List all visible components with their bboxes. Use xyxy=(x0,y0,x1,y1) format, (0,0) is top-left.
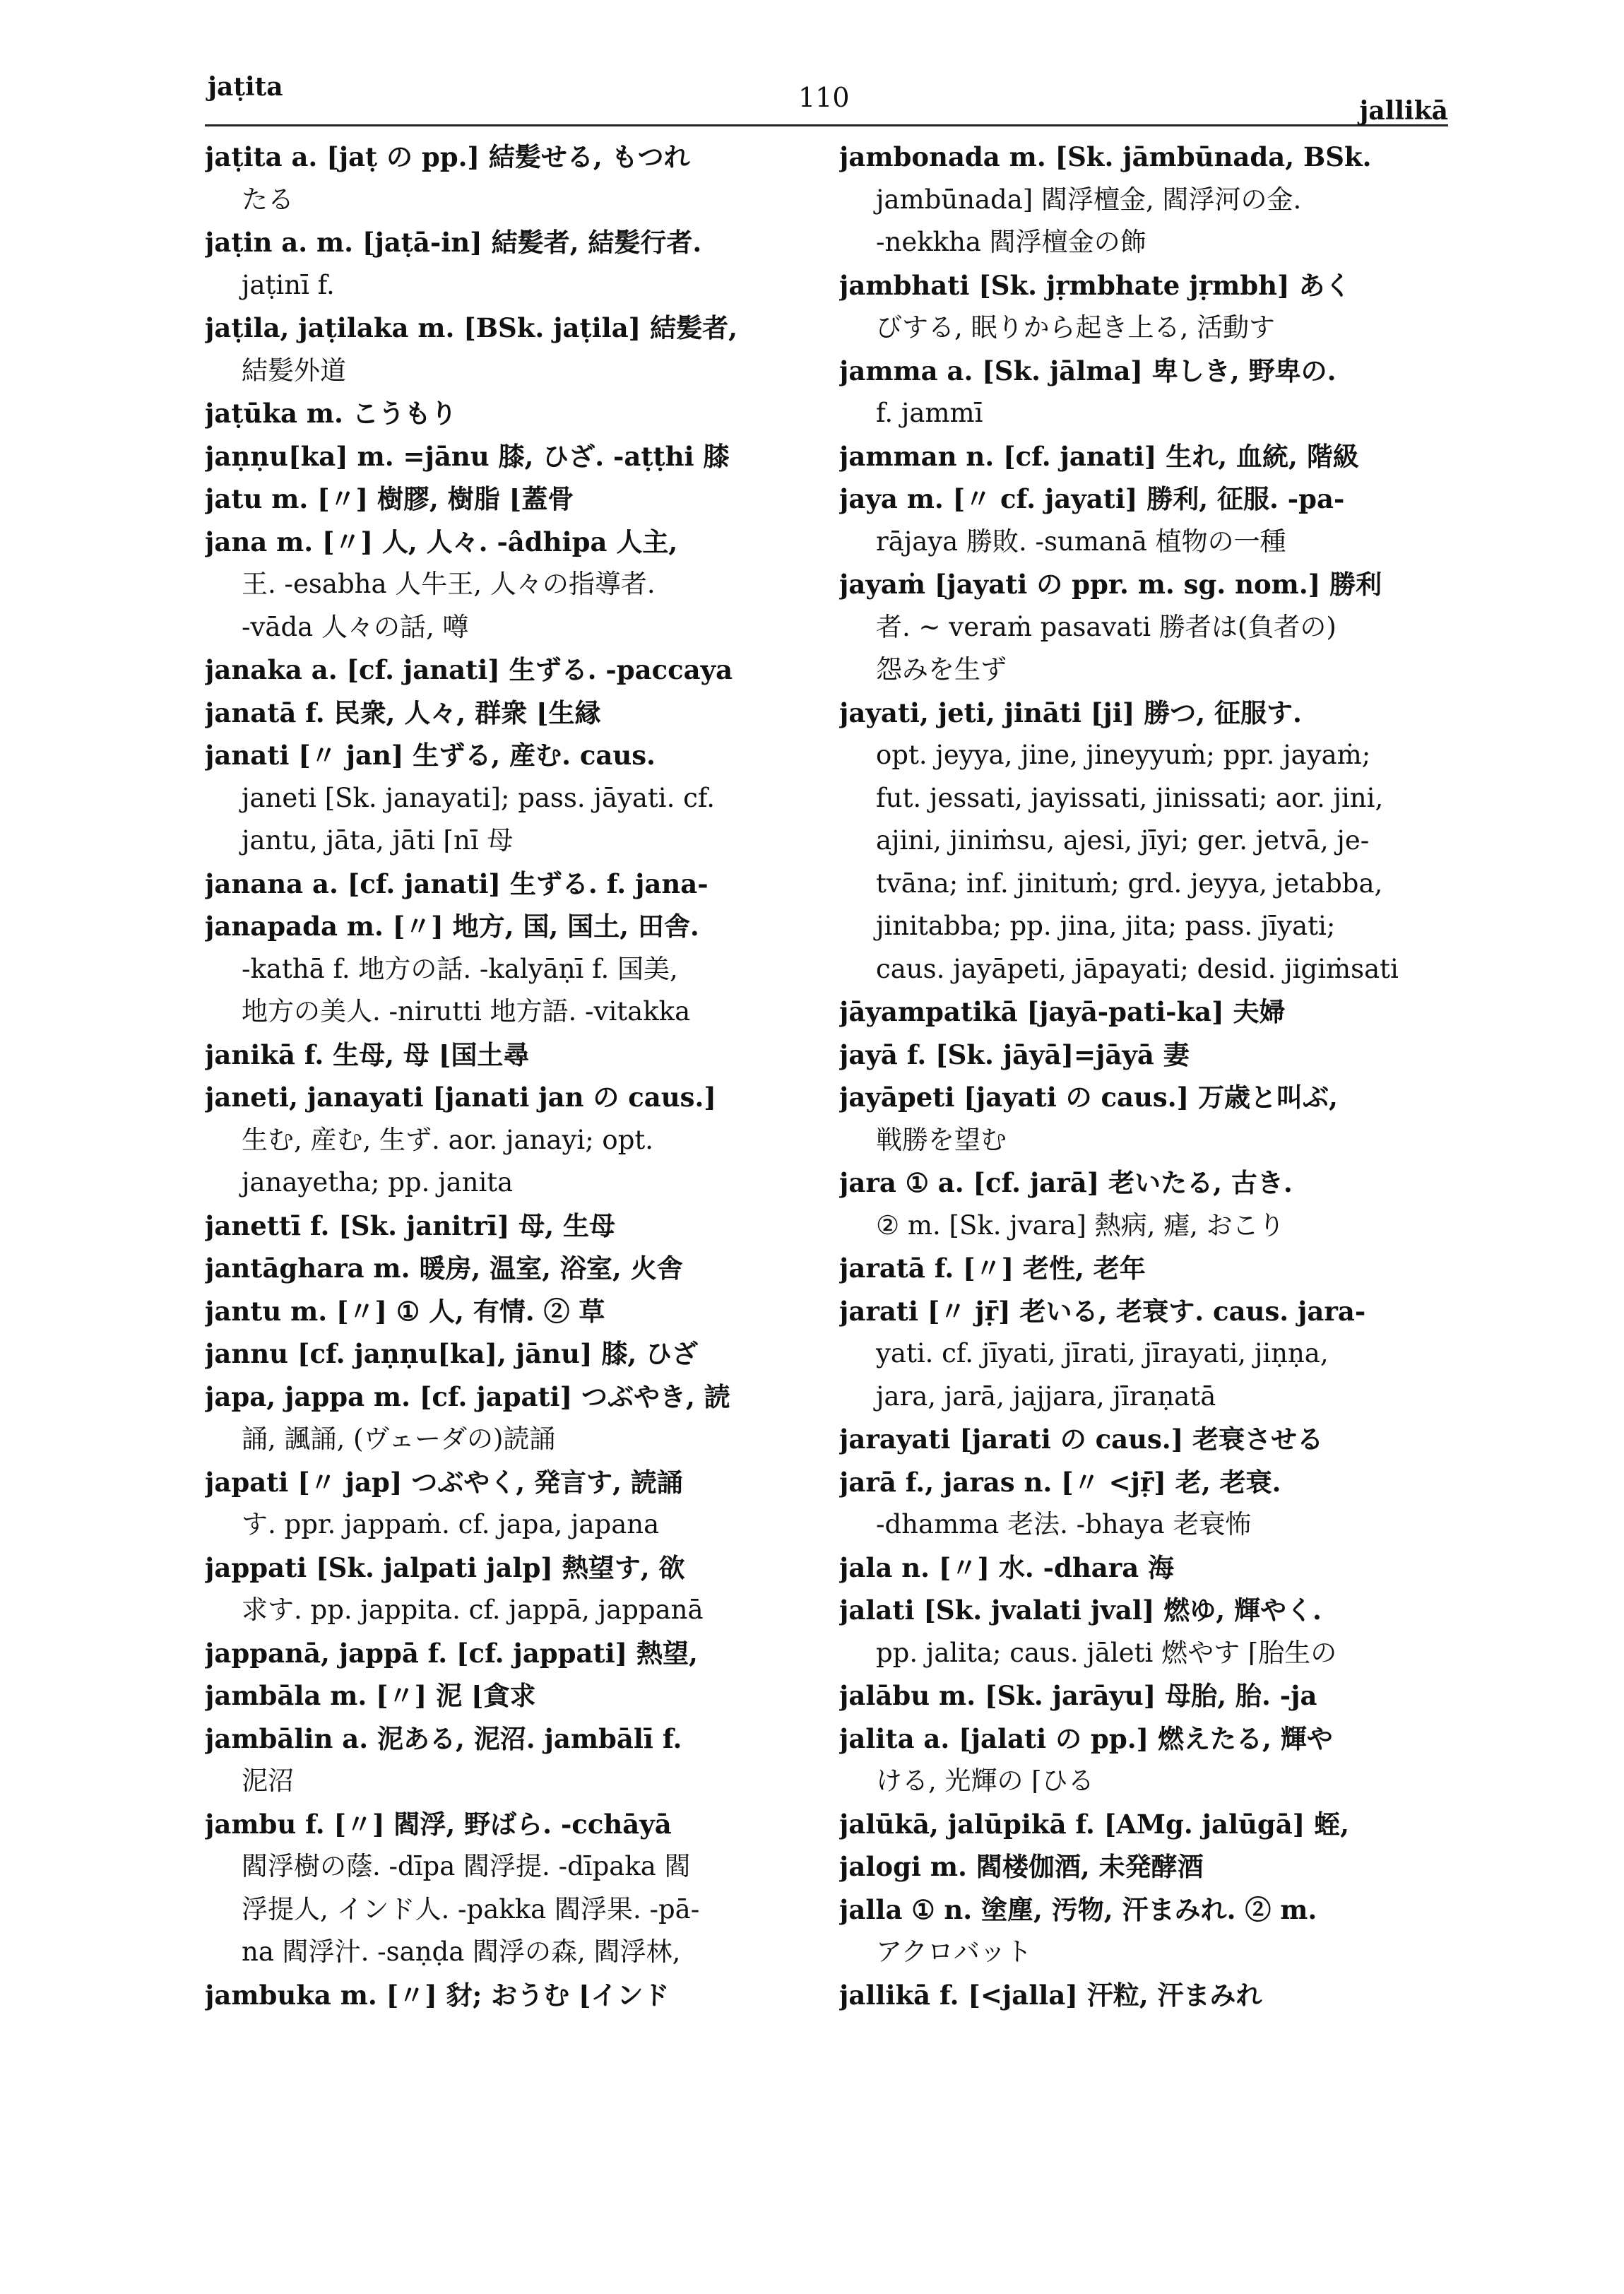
entry-continuation-line: janayetha; pp. janita xyxy=(242,1167,514,1198)
dictionary-entry-line: jayāpeti [jayati の caus.] 万歳と叫ぶ, xyxy=(839,1082,1338,1113)
entry-continuation-line: 閻浮樹の蔭. -dīpa 閻浮提. -dīpaka 閻 xyxy=(242,1851,691,1881)
dictionary-entry-line: jatu m. [〃] 樹膠, 樹脂 ⌊蓋骨 xyxy=(205,483,574,514)
entry-continuation-line: 地方の美人. -nirutti 地方語. -vitakka xyxy=(242,996,691,1027)
dictionary-entry-line: jarayati [jarati の caus.] 老衰させる xyxy=(839,1424,1324,1455)
dictionary-entry-line: jalogi m. 閻楼伽酒, 未発酵酒 xyxy=(839,1851,1204,1882)
entry-continuation-line: 者. ~ veraṁ pasavati 勝者は(負者の) xyxy=(876,611,1336,642)
entry-continuation-line: jinitabba; pp. jina, jita; pass. jīyati; xyxy=(876,911,1336,941)
entry-continuation-line: opt. jeyya, jine, jineyyuṁ; ppr. jayaṁ; xyxy=(876,740,1371,770)
entry-continuation-line: f. jammī xyxy=(876,398,983,428)
dictionary-entry-line: jambuka m. [〃] 豺; おうむ ⌊インド xyxy=(205,1979,670,2011)
entry-continuation-line: 泥沼 xyxy=(242,1766,294,1796)
dictionary-entry-line: jayati, jeti, jināti [ji] 勝つ, 征服す. xyxy=(839,697,1302,728)
dictionary-entry-line: jaṇṇu[ka] m. =jānu 膝, ひざ. -aṭṭhi 膝 xyxy=(205,440,730,472)
dictionary-entry-line: jantu m. [〃] ① 人, 有情. ② 草 xyxy=(205,1295,605,1327)
dictionary-entry-line: jamma a. [Sk. jālma] 卑しき, 野卑の. xyxy=(839,355,1336,386)
dictionary-entry-line: jambonada m. [Sk. jāmbūnada, BSk. xyxy=(839,141,1372,172)
dictionary-entry-line: jaṭita a. [jaṭ の pp.] 結髪せる, もつれ xyxy=(205,141,690,172)
dictionary-entry-line: jaṭūka m. こうもり xyxy=(205,398,457,429)
dictionary-entry-line: jambālin a. 泥ある, 泥沼. jambālī f. xyxy=(205,1722,682,1754)
dictionary-entry-line: jala n. [〃] 水. -dhara 海 xyxy=(839,1551,1175,1583)
entry-continuation-line: ける, 光輝の ⌈ひる xyxy=(876,1766,1094,1796)
entry-continuation-line: tvāna; inf. jinituṁ; grd. jeyya, jetabba, xyxy=(876,868,1383,899)
dictionary-entry-line: jayaṁ [jayati の ppr. m. sg. nom.] 勝利 xyxy=(839,569,1382,600)
dictionary-entry-line: jaya m. [〃 cf. jayati] 勝利, 征服. -pa- xyxy=(839,483,1345,514)
dictionary-entry-line: jantāghara m. 暖房, 温室, 浴室, 火舎 xyxy=(205,1253,683,1284)
entry-continuation-line: na 閻浮汁. -saṇḍa 閻浮の森, 閻浮林, xyxy=(242,1937,681,1967)
dictionary-entry-line: jaratā f. [〃] 老性, 老年 xyxy=(839,1253,1146,1284)
entry-continuation-line: jara, jarā, jajjara, jīraṇatā xyxy=(876,1380,1216,1412)
dictionary-entry-line: jana m. [〃] 人, 人々. -âdhipa 人主, xyxy=(205,526,678,557)
entry-continuation-line: ② m. [Sk. jvara] 熱病, 瘧, おこり xyxy=(876,1210,1285,1241)
entry-continuation-line: 怨みを生ず xyxy=(876,654,1007,685)
dictionary-entry-line: jambāla m. [〃] 泥 ⌊貪求 xyxy=(205,1680,536,1711)
dictionary-entry-line: janikā f. 生母, 母 ⌊国土尋 xyxy=(205,1039,530,1070)
dictionary-entry-line: japati [〃 jap] つぶやく, 発言す, 読誦 xyxy=(205,1466,683,1498)
entry-continuation-line: 誦, 諷誦, (ヴェーダの)読誦 xyxy=(242,1424,556,1454)
entry-continuation-line: アクロバット xyxy=(876,1937,1032,1967)
dictionary-entry-line: jalati [Sk. jvalati jval] 燃ゆ, 輝やく. xyxy=(839,1595,1322,1626)
entry-continuation-line: 王. -esabha 人牛王, 人々の指導者. xyxy=(242,569,656,599)
page-number: 110 xyxy=(798,82,850,113)
dictionary-entry-line: jalla ① n. 塗塵, 汚物, 汗まみれ. ② m. xyxy=(839,1893,1317,1925)
dictionary-entry-line: janatā f. 民衆, 人々, 群衆 ⌊生縁 xyxy=(205,697,601,728)
dictionary-entry-line: jamman n. [cf. janati] 生れ, 血統, 階級 xyxy=(839,440,1359,472)
entry-continuation-line: -nekkha 閻浮檀金の飾 xyxy=(876,227,1146,257)
entry-continuation-line: pp. jalita; caus. jāleti 燃やす ⌈胎生の xyxy=(876,1637,1337,1668)
dictionary-entry-line: janettī f. [Sk. janitrī] 母, 生母 xyxy=(205,1210,616,1241)
dictionary-entry-line: japa, jappa m. [cf. japati] つぶやき, 読 xyxy=(205,1380,730,1412)
dictionary-entry-line: jalūkā, jalūpikā f. [AMg. jalūgā] 蛭, xyxy=(839,1808,1350,1840)
dictionary-entry-line: jalābu m. [Sk. jarāyu] 母胎, 胎. -ja xyxy=(839,1680,1317,1711)
entry-continuation-line: -dhamma 老法. -bhaya 老衰怖 xyxy=(876,1509,1252,1539)
right-column xyxy=(839,136,1461,2016)
entry-continuation-line: yati. cf. jīyati, jīrati, jīrayati, jiṇṇa, xyxy=(876,1338,1329,1368)
entry-continuation-line: びする, 眠りから起き上る, 活動す xyxy=(876,312,1276,343)
entry-continuation-line: janeti [Sk. janayati]; pass. jāyati. cf. xyxy=(242,782,716,813)
dictionary-entry-line: janaka a. [cf. janati] 生ずる. -paccaya xyxy=(205,654,733,685)
entry-continuation-line: 求す. pp. jappita. cf. jappā, jappanā xyxy=(242,1595,704,1625)
dictionary-entry-line: jallikā f. [<jalla] 汗粒, 汗まみれ xyxy=(839,1979,1262,2011)
entry-continuation-line: す. ppr. jappaṁ. cf. japa, japana xyxy=(242,1509,660,1539)
dictionary-entry-line: jaṭin a. m. [jaṭā-in] 結髪者, 結髪行者. xyxy=(205,227,702,258)
entry-continuation-line: caus. jayāpeti, jāpayati; desid. jigiṁsati xyxy=(876,953,1399,984)
entry-continuation-line: jaṭinī f. xyxy=(242,269,335,300)
entry-continuation-line: jantu, jāta, jāti ⌈nī 母 xyxy=(242,825,514,856)
entry-continuation-line: 結髪外道 xyxy=(242,355,346,386)
entry-continuation-line: たる xyxy=(242,184,294,215)
dictionary-entry-line: janati [〃 jan] 生ずる, 産む. caus. xyxy=(205,740,656,771)
dictionary-entry-line: janana a. [cf. janati] 生ずる. f. jana- xyxy=(205,868,709,899)
entry-continuation-line: fut. jessati, jayissati, jinissati; aor. jini, xyxy=(876,782,1384,813)
dictionary-entry-line: jappati [Sk. jalpati jalp] 熱望す, 欲 xyxy=(205,1551,685,1583)
dictionary-entry-line: jambu f. [〃] 閻浮, 野ばら. -cchāyā xyxy=(205,1808,672,1840)
entry-continuation-line: ajini, jiniṁsu, ajesi, jīyi; ger. jetvā, je- xyxy=(876,825,1370,856)
entry-continuation-line: -kathā f. 地方の話. -kalyāṇī f. 国美, xyxy=(242,953,678,984)
guide-word-left: jaṭita xyxy=(208,72,283,102)
dictionary-entry-line: jappanā, jappā f. [cf. jappati] 熱望, xyxy=(205,1637,698,1669)
dictionary-entry-line: jambhati [Sk. jṛmbhate jṛmbh] あく xyxy=(839,269,1351,301)
guide-word-right: jallikā xyxy=(1359,96,1448,126)
dictionary-entry-line: janapada m. [〃] 地方, 国, 国土, 田舎. xyxy=(205,911,699,942)
dictionary-entry-line: janeti, janayati [janati jan の caus.] xyxy=(205,1082,716,1113)
dictionary-entry-line: jarati [〃 jṝ] 老いる, 老衰す. caus. jara- xyxy=(839,1295,1366,1327)
entry-continuation-line: jambūnada] 閻浮檀金, 閻浮河の金. xyxy=(876,184,1302,215)
entry-continuation-line: 生む, 産む, 生ず. aor. janayi; opt. xyxy=(242,1124,654,1155)
entry-continuation-line: 戦勝を望む xyxy=(876,1124,1007,1155)
dictionary-entry-line: jayā f. [Sk. jāyā]=jāyā 妻 xyxy=(839,1039,1190,1070)
entry-continuation-line: 浮提人, インド人. -pakka 閻浮果. -pā- xyxy=(242,1893,700,1925)
entry-continuation-line: -vāda 人々の話, 噂 xyxy=(242,611,469,642)
dictionary-entry-line: jara ① a. [cf. jarā] 老いたる, 古き. xyxy=(839,1167,1293,1198)
dictionary-entry-line: jarā f., jaras n. [〃 <jṝ] 老, 老衰. xyxy=(839,1466,1281,1498)
dictionary-entry-line: jaṭila, jaṭilaka m. [BSk. jaṭila] 結髪者, xyxy=(205,312,737,343)
dictionary-entry-line: jāyampatikā [jayā-pati-ka] 夫婦 xyxy=(839,996,1286,1027)
dictionary-entry-line: jannu [cf. jaṇṇu[ka], jānu] 膝, ひざ xyxy=(205,1338,699,1369)
entry-continuation-line: rājaya 勝敗. -sumanā 植物の一種 xyxy=(876,526,1286,557)
left-column xyxy=(205,136,812,2016)
dictionary-entry-line: jalita a. [jalati の pp.] 燃えたる, 輝や xyxy=(839,1722,1333,1754)
page-header xyxy=(205,68,1448,126)
